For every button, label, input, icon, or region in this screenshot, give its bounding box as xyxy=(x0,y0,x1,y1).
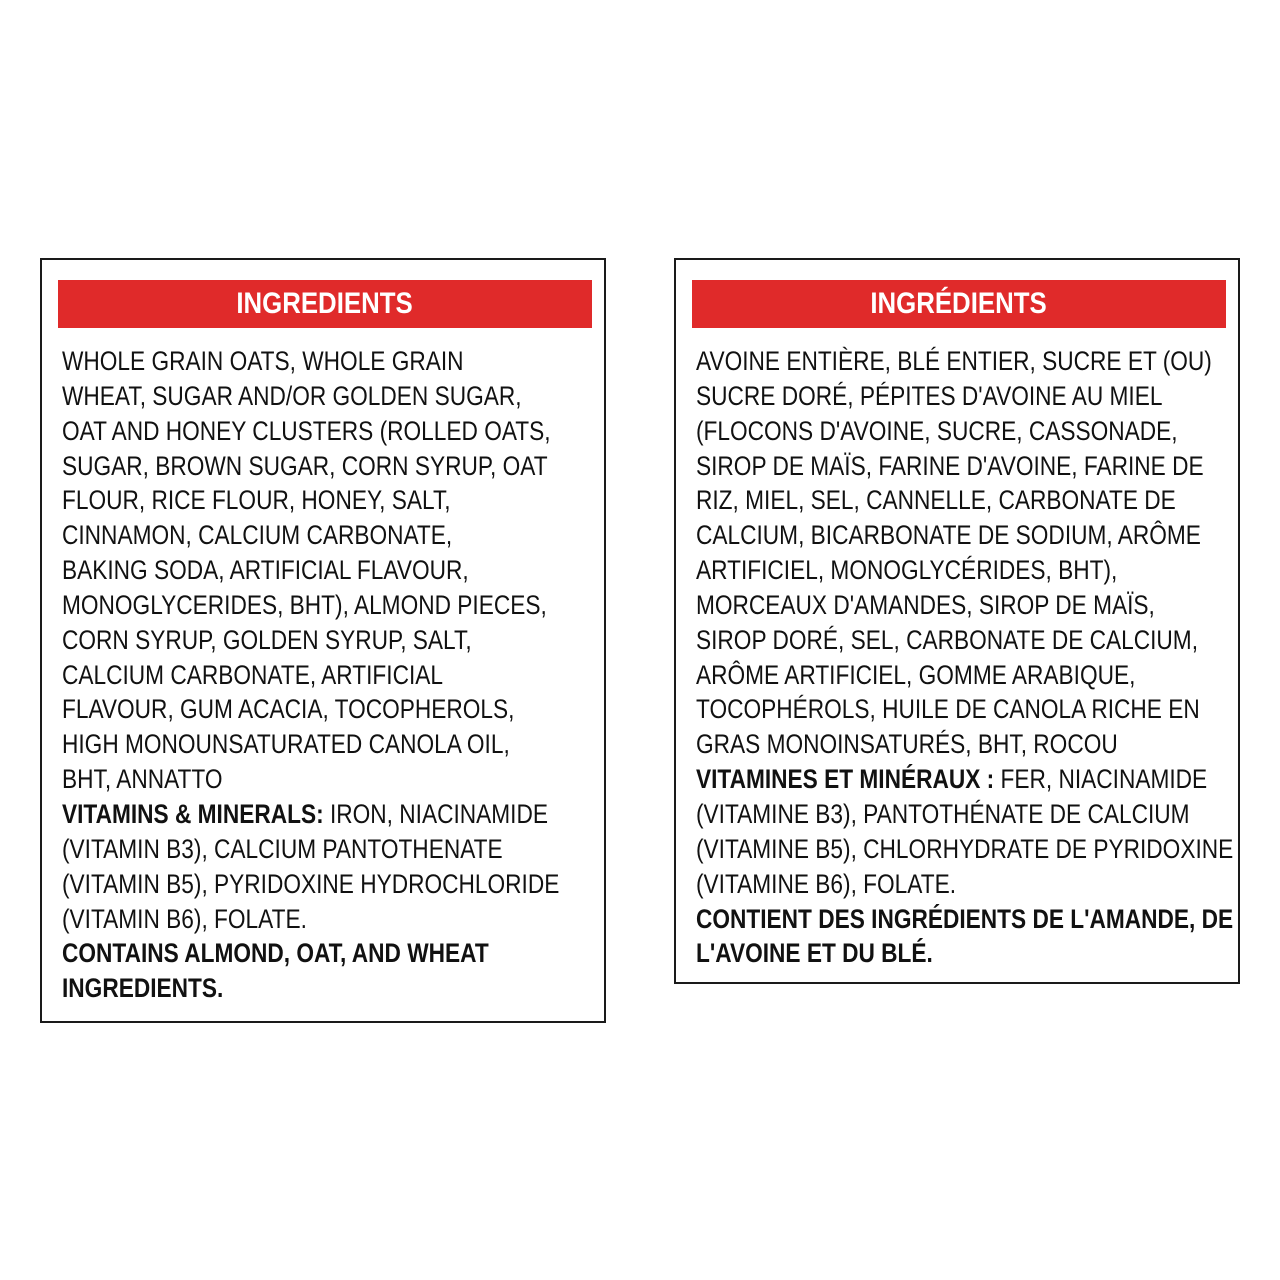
french-vitamins-line xyxy=(696,762,1208,797)
french-ingredient-line: CALCIUM, BICARBONATE DE SODIUM, ARÔME xyxy=(696,520,1201,551)
french-ingredient-line: ARÔME ARTIFICIEL, GOMME ARABIQUE, xyxy=(696,659,1136,690)
english-ingredient-line: OAT AND HONEY CLUSTERS (ROLLED OATS, xyxy=(62,415,551,446)
english-vitamins-line: (VITAMIN B5), PYRIDOXINE HYDROCHLORIDE xyxy=(62,868,560,899)
english-ingredients-body xyxy=(62,344,560,1006)
english-ingredient-line: WHOLE GRAIN OATS, WHOLE GRAIN xyxy=(62,346,464,376)
french-ingredient-line: AVOINE ENTIÈRE, BLÉ ENTIER, SUCRE ET (OU) xyxy=(696,346,1212,376)
english-ingredient-line: SUGAR, BROWN SUGAR, CORN SYRUP, OAT xyxy=(62,450,548,481)
french-ingredient-line: SIROP DORÉ, SEL, CARBONATE DE CALCIUM, xyxy=(696,624,1199,655)
french-vitamins-first-text: FER, NIACINAMIDE xyxy=(994,764,1208,795)
french-ingredient-line: RIZ, MIEL, SEL, CANNELLE, CARBONATE DE xyxy=(696,485,1176,516)
english-vitamins-line: (VITAMIN B6), FOLATE. xyxy=(62,903,307,934)
french-allergen-statement: CONTIENT DES INGRÉDIENTS DE L'AMANDE, DE xyxy=(696,903,1234,934)
french-vitamins-line: (VITAMINE B5), CHLORHYDRATE DE PYRIDOXINE xyxy=(696,833,1234,864)
english-ingredient-line: FLOUR, RICE FLOUR, HONEY, SALT, xyxy=(62,485,451,516)
french-vitamins-line: (VITAMINE B3), PANTOTHÉNATE DE CALCIUM xyxy=(696,798,1190,829)
english-ingredient-line: WHEAT, SUGAR AND/OR GOLDEN SUGAR, xyxy=(62,380,522,411)
french-allergen-statement: L'AVOINE ET DU BLÉ. xyxy=(696,938,933,969)
french-ingredient-line: MORCEAUX D'AMANDES, SIROP DE MAÏS, xyxy=(696,589,1155,620)
english-vitamins-label: VITAMINS & MINERALS: xyxy=(62,798,324,829)
french-ingredient-line: ARTIFICIEL, MONOGLYCÉRIDES, BHT), xyxy=(696,555,1118,586)
french-ingredient-line: TOCOPHÉROLS, HUILE DE CANOLA RICHE EN xyxy=(696,694,1200,725)
english-ingredient-line: BHT, ANNATTO xyxy=(62,764,223,795)
french-ingredient-line: SIROP DE MAÏS, FARINE D'AVOINE, FARINE DE xyxy=(696,450,1204,481)
french-header-bar xyxy=(692,280,1226,328)
english-vitamins-first-text: IRON, NIACINAMIDE xyxy=(323,798,548,829)
english-vitamins-line xyxy=(62,797,548,832)
english-ingredient-line: CORN SYRUP, GOLDEN SYRUP, SALT, xyxy=(62,624,472,655)
french-ingredients-panel xyxy=(674,258,1240,984)
english-allergen-statement: CONTAINS ALMOND, OAT, AND WHEAT xyxy=(62,938,489,969)
english-header-title: INGREDIENTS xyxy=(236,287,414,320)
english-ingredient-line: CALCIUM CARBONATE, ARTIFICIAL xyxy=(62,659,444,690)
french-vitamins-label: VITAMINES ET MINÉRAUX : xyxy=(696,764,995,795)
english-vitamins-line: (VITAMIN B3), CALCIUM PANTOTHENATE xyxy=(62,833,503,864)
english-ingredient-line: FLAVOUR, GUM ACACIA, TOCOPHEROLS, xyxy=(62,694,515,725)
french-vitamins-line: (VITAMINE B6), FOLATE. xyxy=(696,868,957,899)
english-ingredient-line: MONOGLYCERIDES, BHT), ALMOND PIECES, xyxy=(62,589,547,620)
french-ingredient-line: GRAS MONOINSATURÉS, BHT, ROCOU xyxy=(696,729,1118,760)
french-ingredient-line: (FLOCONS D'AVOINE, SUCRE, CASSONADE, xyxy=(696,415,1178,446)
french-ingredients-body xyxy=(696,344,1234,971)
english-allergen-statement: INGREDIENTS. xyxy=(62,973,224,1004)
english-ingredient-line: BAKING SODA, ARTIFICIAL FLAVOUR, xyxy=(62,555,469,586)
french-ingredient-line: SUCRE DORÉ, PÉPITES D'AVOINE AU MIEL xyxy=(696,380,1163,411)
english-header-bar xyxy=(58,280,592,328)
english-ingredient-line: HIGH MONOUNSATURATED CANOLA OIL, xyxy=(62,729,510,760)
french-header-title: INGRÉDIENTS xyxy=(870,287,1048,320)
english-ingredient-line: CINNAMON, CALCIUM CARBONATE, xyxy=(62,520,453,551)
english-ingredients-panel xyxy=(40,258,606,1023)
